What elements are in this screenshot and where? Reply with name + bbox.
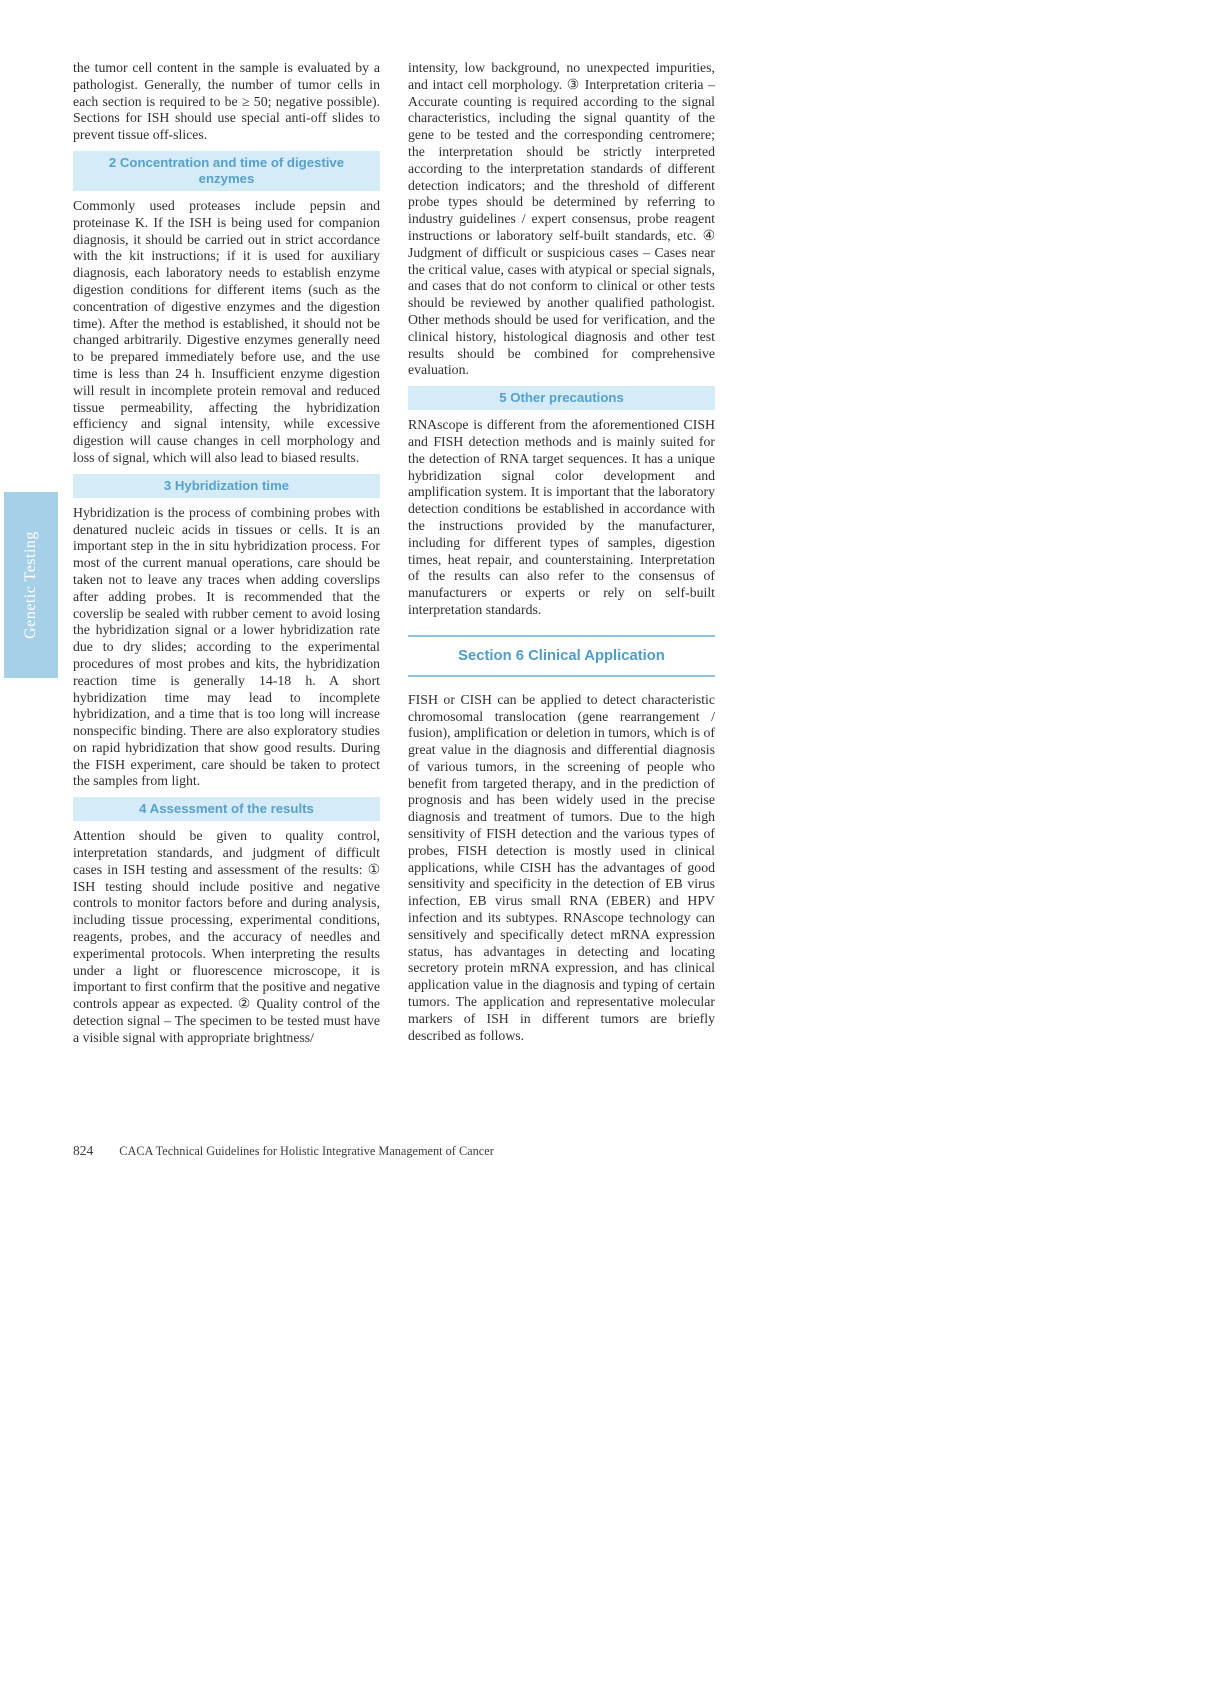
paragraph-other-precautions: RNAscope is different from the aforementioned CISH and FISH detection methods and is mainly suited for the detection of RNA target sequences. It has a unique hybridization signal color development and amplification system. It is important that the laboratory detection conditions be established in accordance with the instructions provided by the manufacturer, including for different types of samples, digestion times, heat repair, and counterstaining. Interpretation of the results can also refer to the consensus of manufacturers or experts or rely on self-built interpretation standards. [408, 417, 715, 617]
paragraph-digestive-enzymes: Commonly used proteases include pepsin and proteinase K. If the ISH is being used for companion diagnosis, it should be carried out in strict accordance with the kit instructions; if it is used for auxiliary diagnosis, each laboratory needs to establish enzyme digestion conditions for different items (such as the concentration of digestive enzymes and the digestion time). After the method is established, it should not be changed arbitrarily. Digestive enzymes generally need to be prepared immediately before use, and the use time is less than 24 h. Insufficient enzyme digestion will result in incomplete protein removal and reduced tissue permeability, affecting the hybridization efficiency and signal intensity, while excessive digestion will cause changes in cell morphology and loss of signal, which will also lead to biased results. [73, 197, 380, 465]
footer-book-title: CACA Technical Guidelines for Holistic Integrative Management of Cancer [119, 1144, 494, 1158]
paragraph-assessment-results-continued: intensity, low background, no unexpected impurities, and intact cell morphology. ③ Interpretation criteria – Accurate counting is required according to the signal characteristics, including the signal quantity of the gene to be tested and the corresponding centromere; the interpretation should be strictly interpreted according to the interpretation standards of different detection indicators; and the threshold of different probe types should be determined by referring to industry guidelines / expert consensus, probe reagent instructions or laboratory self-built standards, etc. ④ Judgment of difficult or suspicious cases – Cases near the critical value, cases with atypical or special signals, and cases that do not conform to clinical or other tests should be reviewed by another qualified pathologist. Other methods should be used for verification, and the clinical history, histological diagnosis and other test results should be combined for comprehensive evaluation. [408, 60, 715, 378]
paragraph-assessment-results: Attention should be given to quality control, interpretation standards, and judgment of difficult cases in ISH testing and assessment of the results: ① ISH testing should include positive and negative controls to monitor factors before and during analysis, including tissue processing, experimental conditions, reagents, probes, and the accuracy of needles and experimental protocols. When interpreting the results under a light or fluorescence microscope, it is important to first confirm that the positive and negative controls appear as expected. ② Quality control of the detection signal – The specimen to be tested must have a visible signal with appropriate brightness/ [73, 828, 380, 1045]
paragraph-intro-continuation: the tumor cell content in the sample is evaluated by a pathologist. Generally, the number of tumor cells in each section is required to be ≥ 50; negative possible). Sections for ISH should use special anti-off slides to prevent tissue off-slices. [73, 60, 380, 143]
paragraph-hybridization-time: Hybridization is the process of combining probes with denatured nucleic acids in tissues or cells. It is an important step in the in situ hybridization process. For most of the current manual operations, care should be taken not to leave any traces when adding coverslips after adding probes. It is recommended that the coverslip be sealed with rubber cement to avoid losing the hybridization signal or a lower hybridization rate due to dry slides; according to the experimental procedures of most probes and kits, the hybridization reaction time is generally 14-18 h. A short hybridization time may lead to incomplete hybridization, and a time that is too long will increase nonspecific binding. There are also exploratory studies on rapid hybridization that show good results. During the FISH experiment, care should be taken to protect the samples from light. [73, 504, 380, 789]
chapter-tab-label: Genetic Testing [22, 531, 39, 639]
right-column [408, 60, 715, 1047]
paragraph-clinical-application: FISH or CISH can be applied to detect characteristic chromosomal translocation (gene rearrangement / fusion), amplification or deletion in tumors, which is of great value in the diagnosis and differential diagnosis of various tumors, in the screening of people who benefit from targeted therapy, and in the prediction of prognosis and has been widely used in the precise diagnosis and treatment of tumors. Due to the high sensitivity of FISH detection and the various types of probes, FISH detection is mostly used in clinical applications, while CISH has the advantages of good sensitivity and specificity in the detection of EB virus infection, EB virus small RNA (EBER) and HPV infection and its subtypes. RNAscope technology can sensitively and specifically detect mRNA expression status, has advantages in detecting and locating secretory protein mRNA expression, and has clinical application value in the diagnosis and typing of certain tumors. The application and representative molecular markers of ISH in different tumors are briefly described as follows. [408, 691, 715, 1043]
page-body [73, 60, 716, 1047]
left-column [73, 60, 380, 1047]
heading-section-6-clinical-application: Section 6 Clinical Application [408, 635, 715, 677]
chapter-tab-genetic-testing [4, 492, 58, 678]
heading-5-other-precautions: 5 Other precautions [408, 386, 715, 410]
heading-3-hybridization-time: 3 Hybridization time [73, 474, 380, 498]
footer-page-number: 824 [73, 1143, 94, 1158]
page-footer [73, 1143, 494, 1159]
heading-2-digestive-enzymes: 2 Concentration and time of digestive enzymes [73, 151, 380, 191]
heading-4-assessment-results: 4 Assessment of the results [73, 797, 380, 821]
